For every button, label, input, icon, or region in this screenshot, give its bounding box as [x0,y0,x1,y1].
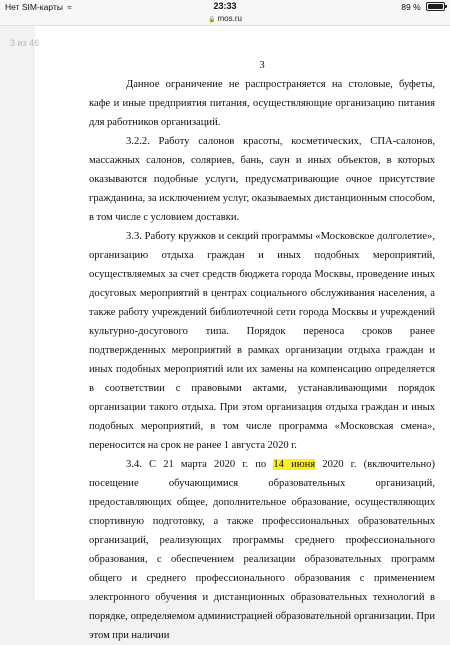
battery-status [401,2,445,12]
url-domain: mos.ru [217,14,242,23]
lock-icon: 🔒 [208,17,216,23]
wifi-icon: ≈ [67,3,72,12]
page-number: 3 [259,60,265,71]
paragraph: 3.3. Работу кружков и секций программы «Московское долголетие», организацию отдыха граждан и иных подобных мероприятий, осуществляемых за счет средств бюджета города Москвы, проведение иных досуговых мероприятий в центрах социального обслуживания населения, а также работу учреждений библиотечной сети города Москвы и учреждений культурно-досугового типа. Порядок переноса сроков ранее подтвержденных мероприятий в рамках организации отдыха граждан и иных подобных мероприятий или их замены на компенсацию определяется в соответствии с правовыми актами, устанавливающими порядок организации такого отдыха. При этом организация отдыха граждан и иных подобных мероприятий, в том числе программа «Московская смена», переносится на срок не ранее 1 августа 2020 г. [89,231,435,451]
paragraph: Данное ограничение не распространяется на столовые, буфеты, кафе и иные предприятия питания, осуществляющие организацию питания для работников организаций. [89,79,435,128]
paragraph: 3.2.2. Работу салонов красоты, косметических, СПА-салонов, массажных салонов, соляриев, бань, саун и иных объектов, в которых оказываются подобные услуги, предусматривающие очное присутствие гражданина, за исключением услуг, оказываемых дистанционным способом, в том числе с условием доставки. [89,136,435,223]
document-page [35,26,450,641]
clock: 23:33 [213,1,237,11]
address-bar[interactable] [0,14,450,26]
document-content [89,56,436,641]
battery-percent: 89 % [401,2,421,12]
paragraph-text: 2020 г. (включительно) посещение обучающимися образовательных организаций, предоставляющих общее, дополнительное образование, осуществляющих спортивную подготовку, а также профессиональных образовательных организаций, реализующих программы среднего профессионального образования, с обеспечением реализации образовательных программ общего и среднего профессионального образования с применением электронного обучения и дистанционных образовательных технологий в порядке, определяемом администрацией образовательной организации. При этом при наличии [89,459,436,641]
battery-icon [426,2,445,11]
status-bar [0,0,450,14]
page-indicator: 3 из 46 [10,38,40,48]
paragraph-text: 3.4. С 21 марта 2020 г. по [126,459,274,470]
document-body [89,75,435,645]
highlighted-date: 14 июня [273,459,316,470]
paragraph [89,455,435,645]
carrier-label: Нет SIM-карты [5,2,63,12]
